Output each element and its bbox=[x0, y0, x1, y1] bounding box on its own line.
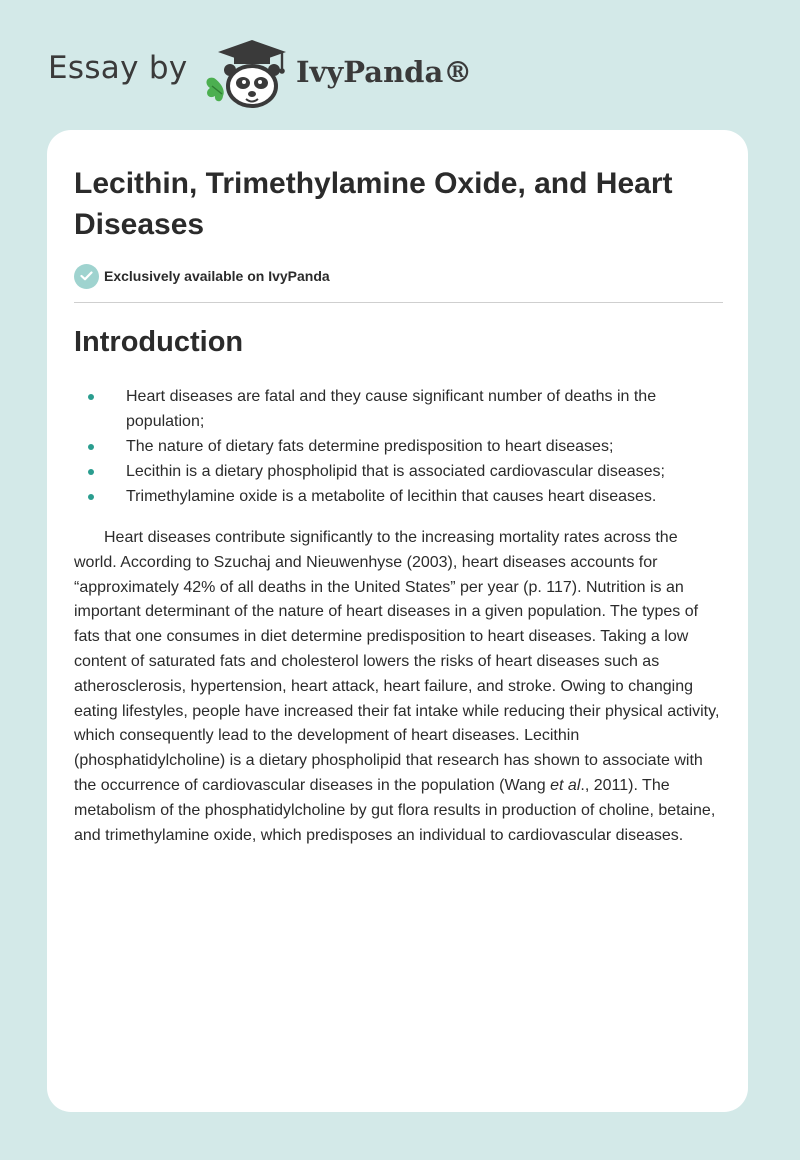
exclusive-badge bbox=[74, 263, 330, 289]
panda-graduate-icon[interactable] bbox=[200, 36, 292, 110]
list-item bbox=[74, 459, 724, 484]
check-circle-icon bbox=[74, 264, 99, 289]
list-item-text: Lecithin is a dietary phospholipid that is associated cardiovascular diseases; bbox=[126, 463, 665, 480]
bullet-dot bbox=[88, 444, 94, 450]
section-heading: Introduction bbox=[74, 326, 244, 358]
bullet-list bbox=[74, 384, 724, 509]
exclusive-label: Exclusively available on IvyPanda bbox=[104, 268, 330, 284]
list-item-text: Heart diseases are fatal and they cause significant number of deaths in the population; bbox=[126, 388, 657, 430]
list-item bbox=[74, 434, 724, 459]
bullet-dot bbox=[88, 469, 94, 475]
ivy-leaf-icon bbox=[207, 78, 224, 102]
paragraph-text: ., 2011). The metabolism of the phosphatidylcholine by gut flora results in production of choline, betaine, and trimethylamine oxide, which predisposes an individual to cardiovascular diseases. bbox=[74, 776, 716, 844]
paragraph-italic: et al bbox=[550, 776, 581, 794]
divider bbox=[74, 302, 723, 303]
bullet-dot bbox=[88, 394, 94, 400]
list-item-text: Trimethylamine oxide is a metabolite of lecithin that causes heart diseases. bbox=[126, 488, 657, 505]
list-item-text: The nature of dietary fats determine predisposition to heart diseases; bbox=[126, 438, 614, 455]
essay-by-label: Essay by bbox=[48, 50, 188, 86]
paragraph-text: Heart diseases contribute significantly to the increasing mortality rates across the world. According to Szuchaj and Nieuwenhyse (2003), heart diseases accounts for “approximately 42% of all deaths in the United States” per year (p. 117). Nutrition is an important determinant of the nature of heart diseases in a given population. The types of fats that one consumes in diet determine predisposition to heart diseases. Taking a low content of saturated fats and cholesterol lowers the risks of heart diseases such as atherosclerosis, hypertension, heart attack, heart failure, and stroke. Owing to changing eating lifestyles, people have increased their fat intake while reducing their physical activity, which consequently lead to the development of heart diseases. Lecithin (phosphatidylcholine) is a dietary phospholipid that research has shown to associate with the occurrence of cardiovascular diseases in the population (Wang bbox=[74, 529, 720, 794]
bullet-dot bbox=[88, 494, 94, 500]
site-header bbox=[0, 0, 800, 120]
list-item bbox=[74, 484, 724, 509]
brand-logo-text[interactable]: IvyPanda® bbox=[296, 55, 473, 89]
page-title: Lecithin, Trimethylamine Oxide, and Heart Diseases bbox=[74, 167, 673, 241]
body-paragraph bbox=[74, 526, 722, 848]
list-item bbox=[74, 384, 724, 434]
essay-card bbox=[47, 130, 748, 1112]
